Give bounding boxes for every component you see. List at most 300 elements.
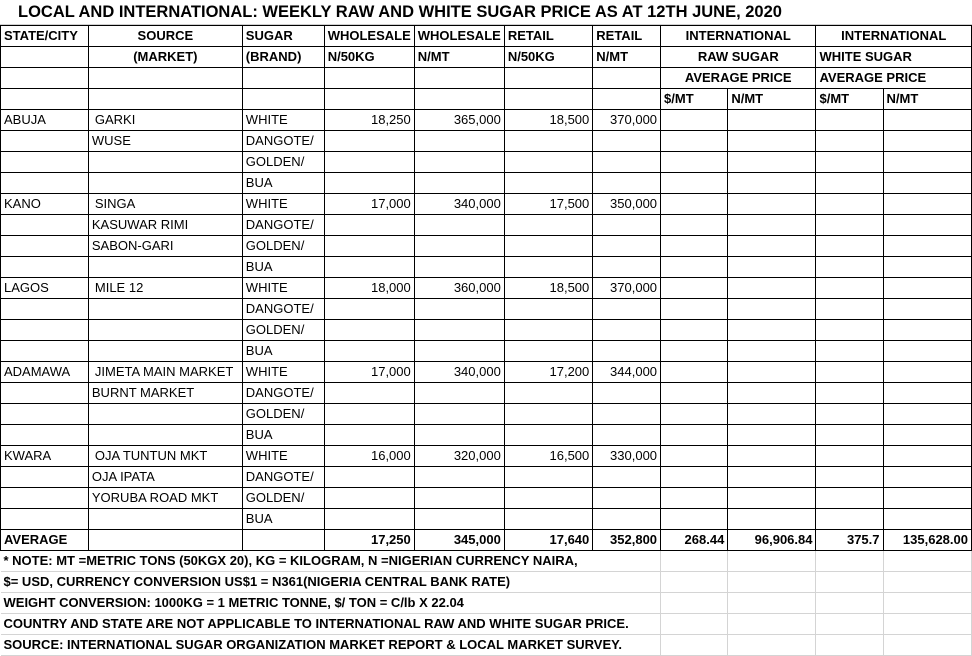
table-cell: 17,200 [504,362,592,383]
table-cell [816,341,883,362]
table-cell [883,404,971,425]
table-cell [728,299,816,320]
header-cell [242,89,324,110]
table-cell: DANGOTE/ [242,131,324,152]
table-cell: BUA [242,173,324,194]
header-cell: STATE/CITY [1,26,89,47]
empty-cell [661,614,728,635]
table-cell [1,173,89,194]
table-body [1,26,972,656]
table-cell: 18,250 [324,110,414,131]
table-cell [414,488,504,509]
table-cell [661,509,728,530]
table-cell [593,509,661,530]
empty-cell [661,551,728,572]
average-cell: AVERAGE [1,530,89,551]
table-cell [593,236,661,257]
table-cell [816,425,883,446]
table-cell [593,215,661,236]
header-cell: SUGAR [242,26,324,47]
table-cell [1,383,89,404]
table-cell [414,509,504,530]
table-cell [883,173,971,194]
table-cell [883,152,971,173]
table-cell: GOLDEN/ [242,320,324,341]
note-row [1,572,972,593]
table-cell [593,383,661,404]
table-cell [728,383,816,404]
empty-cell [883,551,971,572]
table-cell [414,299,504,320]
table-cell: 340,000 [414,194,504,215]
header-cell [1,47,89,68]
table-cell: BUA [242,257,324,278]
header-cell: SOURCE [88,26,242,47]
header-cell [414,89,504,110]
table-cell [816,467,883,488]
table-cell: 340,000 [414,362,504,383]
table-cell: 16,500 [504,446,592,467]
table-cell [816,110,883,131]
table-cell [1,488,89,509]
table-cell [661,320,728,341]
table-cell [816,320,883,341]
header-cell: WHOLESALE [324,26,414,47]
table-cell [883,341,971,362]
table-cell: JIMETA MAIN MARKET [88,362,242,383]
average-row [1,530,972,551]
table-cell: 330,000 [593,446,661,467]
table-cell [1,509,89,530]
note-row [1,551,972,572]
table-cell [661,488,728,509]
empty-cell [816,614,883,635]
table-cell: 320,000 [414,446,504,467]
header-cell [324,68,414,89]
table-cell [414,341,504,362]
table-cell: 18,500 [504,110,592,131]
table-cell [1,215,89,236]
table-row [1,257,972,278]
note-row [1,614,972,635]
header-row-2 [1,47,972,68]
header-cell: RAW SUGAR [661,47,816,68]
empty-cell [728,614,816,635]
table-cell [1,152,89,173]
table-cell [661,362,728,383]
table-row [1,425,972,446]
table-cell [728,509,816,530]
table-cell [414,215,504,236]
table-cell: DANGOTE/ [242,215,324,236]
table-cell [728,152,816,173]
empty-cell [661,572,728,593]
table-cell [661,404,728,425]
header-cell: N/MT [728,89,816,110]
table-row [1,446,972,467]
table-cell [816,236,883,257]
table-cell: WHITE [242,446,324,467]
table-cell [883,278,971,299]
table-cell [728,341,816,362]
empty-cell [728,635,816,656]
note-row [1,593,972,614]
table-cell [728,215,816,236]
table-row [1,131,972,152]
table-cell: GOLDEN/ [242,236,324,257]
header-cell [1,89,89,110]
table-cell [1,341,89,362]
table-cell [816,173,883,194]
table-cell: WHITE [242,194,324,215]
table-cell [883,362,971,383]
note-text: $= USD, CURRENCY CONVERSION US$1 = N361(NIGERIA CENTRAL BANK RATE) [1,572,661,593]
header-row-1 [1,26,972,47]
empty-cell [883,572,971,593]
table-cell [661,215,728,236]
table-cell [728,236,816,257]
average-cell [88,530,242,551]
header-cell: AVERAGE PRICE [661,68,816,89]
table-cell: BUA [242,425,324,446]
table-cell: 17,000 [324,194,414,215]
table-cell: GARKI [88,110,242,131]
table-cell [504,320,592,341]
header-cell: RETAIL [593,26,661,47]
empty-cell [883,635,971,656]
table-cell [504,257,592,278]
header-cell: WHOLESALE [414,26,504,47]
table-cell: MILE 12 [88,278,242,299]
table-cell [324,320,414,341]
table-cell [504,488,592,509]
table-cell [593,488,661,509]
header-cell: N/MT [593,47,661,68]
table-cell: WHITE [242,362,324,383]
note-text: COUNTRY AND STATE ARE NOT APPLICABLE TO INTERNATIONAL RAW AND WHITE SUGAR PRICE. [1,614,661,635]
table-cell: WHITE [242,110,324,131]
table-cell [504,509,592,530]
table-cell: WHITE [242,278,324,299]
header-cell: (BRAND) [242,47,324,68]
table-row [1,320,972,341]
header-cell [88,68,242,89]
table-row [1,194,972,215]
table-cell: OJA TUNTUN MKT [88,446,242,467]
note-row [1,635,972,656]
table-cell [1,425,89,446]
table-cell [728,110,816,131]
table-row [1,404,972,425]
table-cell [728,362,816,383]
table-cell [504,341,592,362]
table-cell [88,152,242,173]
header-cell: N/MT [414,47,504,68]
table-cell [816,404,883,425]
table-cell [883,236,971,257]
header-cell [1,68,89,89]
table-cell [324,425,414,446]
table-cell [728,320,816,341]
table-cell [88,509,242,530]
table-cell [504,404,592,425]
table-cell [661,173,728,194]
table-cell: 17,000 [324,362,414,383]
table-cell: 370,000 [593,110,661,131]
table-cell [883,131,971,152]
header-cell: INTERNATIONAL [661,26,816,47]
header-cell [593,89,661,110]
table-cell: 370,000 [593,278,661,299]
table-cell: GOLDEN/ [242,488,324,509]
table-cell [661,131,728,152]
table-cell [816,488,883,509]
price-table [0,25,972,656]
table-cell [728,425,816,446]
table-cell: WUSE [88,131,242,152]
table-cell [1,404,89,425]
table-cell [883,257,971,278]
empty-cell [816,635,883,656]
table-cell: BURNT MARKET [88,383,242,404]
header-cell: (MARKET) [88,47,242,68]
table-cell [593,131,661,152]
empty-cell [728,593,816,614]
table-cell [324,236,414,257]
sheet-title: LOCAL AND INTERNATIONAL: WEEKLY RAW AND WHITE SUGAR PRICE AS AT 12TH JUNE, 2020 [0,0,972,25]
table-cell [504,425,592,446]
table-cell [414,257,504,278]
table-cell [88,425,242,446]
header-cell [414,68,504,89]
table-cell [504,383,592,404]
table-cell: KANO [1,194,89,215]
table-row [1,383,972,404]
table-cell [593,467,661,488]
header-cell [88,89,242,110]
table-cell [661,446,728,467]
table-cell [661,383,728,404]
table-cell [883,299,971,320]
table-cell [816,362,883,383]
header-cell: $/MT [816,89,883,110]
table-cell [661,257,728,278]
table-cell [504,152,592,173]
empty-cell [661,635,728,656]
table-cell [661,299,728,320]
table-cell [414,320,504,341]
table-row [1,215,972,236]
table-row [1,467,972,488]
table-cell [883,110,971,131]
header-row-4 [1,89,972,110]
table-row [1,362,972,383]
table-cell: KWARA [1,446,89,467]
header-cell: $/MT [661,89,728,110]
table-cell [816,446,883,467]
table-cell [728,446,816,467]
table-cell: DANGOTE/ [242,467,324,488]
table-cell: SABON-GARI [88,236,242,257]
table-cell: 360,000 [414,278,504,299]
table-cell [88,173,242,194]
table-cell [1,257,89,278]
table-cell [1,236,89,257]
header-cell [504,68,592,89]
table-cell [1,320,89,341]
header-cell: AVERAGE PRICE [816,68,972,89]
table-cell [414,404,504,425]
table-row [1,278,972,299]
table-cell [414,383,504,404]
table-row [1,488,972,509]
table-cell: 16,000 [324,446,414,467]
table-cell [324,467,414,488]
average-cell: 352,800 [593,530,661,551]
table-cell [324,131,414,152]
table-cell [661,467,728,488]
empty-cell [883,593,971,614]
table-cell: BUA [242,509,324,530]
table-cell: YORUBA ROAD MKT [88,488,242,509]
table-cell [324,215,414,236]
table-cell [816,215,883,236]
table-cell [593,320,661,341]
table-cell [883,425,971,446]
note-text: SOURCE: INTERNATIONAL SUGAR ORGANIZATION MARKET REPORT & LOCAL MARKET SURVEY. [1,635,661,656]
table-cell [504,467,592,488]
empty-cell [816,572,883,593]
table-cell: ABUJA [1,110,89,131]
table-cell: ADAMAWA [1,362,89,383]
table-cell [816,152,883,173]
table-cell [1,299,89,320]
empty-cell [661,593,728,614]
table-row [1,110,972,131]
table-cell [883,446,971,467]
average-cell: 17,640 [504,530,592,551]
header-cell: WHITE SUGAR [816,47,972,68]
table-row [1,341,972,362]
table-cell [883,467,971,488]
table-cell [661,341,728,362]
table-cell [728,488,816,509]
table-cell [728,194,816,215]
header-cell: INTERNATIONAL [816,26,972,47]
table-cell [728,278,816,299]
table-cell [324,173,414,194]
table-cell [88,341,242,362]
table-cell [504,215,592,236]
header-cell [504,89,592,110]
table-cell: 350,000 [593,194,661,215]
header-cell [593,68,661,89]
average-cell: 135,628.00 [883,530,971,551]
table-cell [1,467,89,488]
table-cell: OJA IPATA [88,467,242,488]
table-cell: DANGOTE/ [242,383,324,404]
table-cell [88,320,242,341]
average-cell: 375.7 [816,530,883,551]
table-cell: 344,000 [593,362,661,383]
table-cell [324,509,414,530]
table-cell [661,110,728,131]
table-cell [661,194,728,215]
average-cell [242,530,324,551]
note-text: * NOTE: MT =METRIC TONS (50KGX 20), KG = KILOGRAM, N =NIGERIAN CURRENCY NAIRA, [1,551,661,572]
table-cell [414,173,504,194]
table-cell [324,404,414,425]
table-cell [324,299,414,320]
table-cell [324,257,414,278]
table-cell: SINGA [88,194,242,215]
table-cell: LAGOS [1,278,89,299]
table-cell: 365,000 [414,110,504,131]
table-row [1,152,972,173]
table-cell [324,488,414,509]
table-cell [324,383,414,404]
table-cell [661,425,728,446]
table-cell [883,320,971,341]
table-cell [883,509,971,530]
note-text: WEIGHT CONVERSION: 1000KG = 1 METRIC TONNE, $/ TON = C/lb X 22.04 [1,593,661,614]
table-cell [324,152,414,173]
table-cell [728,467,816,488]
empty-cell [728,551,816,572]
table-cell [816,131,883,152]
table-cell: GOLDEN/ [242,404,324,425]
table-cell [414,425,504,446]
table-cell [593,257,661,278]
table-row [1,236,972,257]
table-cell [816,509,883,530]
table-cell [324,341,414,362]
table-cell: 18,500 [504,278,592,299]
table-cell [414,236,504,257]
table-cell [661,236,728,257]
header-cell [242,68,324,89]
header-cell: N/50KG [504,47,592,68]
table-cell: GOLDEN/ [242,152,324,173]
table-cell [728,131,816,152]
table-cell [593,425,661,446]
table-cell [593,173,661,194]
header-cell: N/MT [883,89,971,110]
table-cell: 18,000 [324,278,414,299]
empty-cell [883,614,971,635]
table-cell [816,278,883,299]
average-cell: 345,000 [414,530,504,551]
average-cell: 268.44 [661,530,728,551]
table-cell [504,173,592,194]
table-cell [593,299,661,320]
table-row [1,299,972,320]
table-cell: KASUWAR RIMI [88,215,242,236]
table-cell: 17,500 [504,194,592,215]
empty-cell [728,572,816,593]
table-cell [593,152,661,173]
table-cell [88,257,242,278]
table-cell [728,173,816,194]
table-cell [414,152,504,173]
table-cell [504,131,592,152]
table-cell [661,278,728,299]
table-cell [661,152,728,173]
table-cell [414,131,504,152]
table-row [1,173,972,194]
table-cell [414,467,504,488]
table-cell [816,257,883,278]
